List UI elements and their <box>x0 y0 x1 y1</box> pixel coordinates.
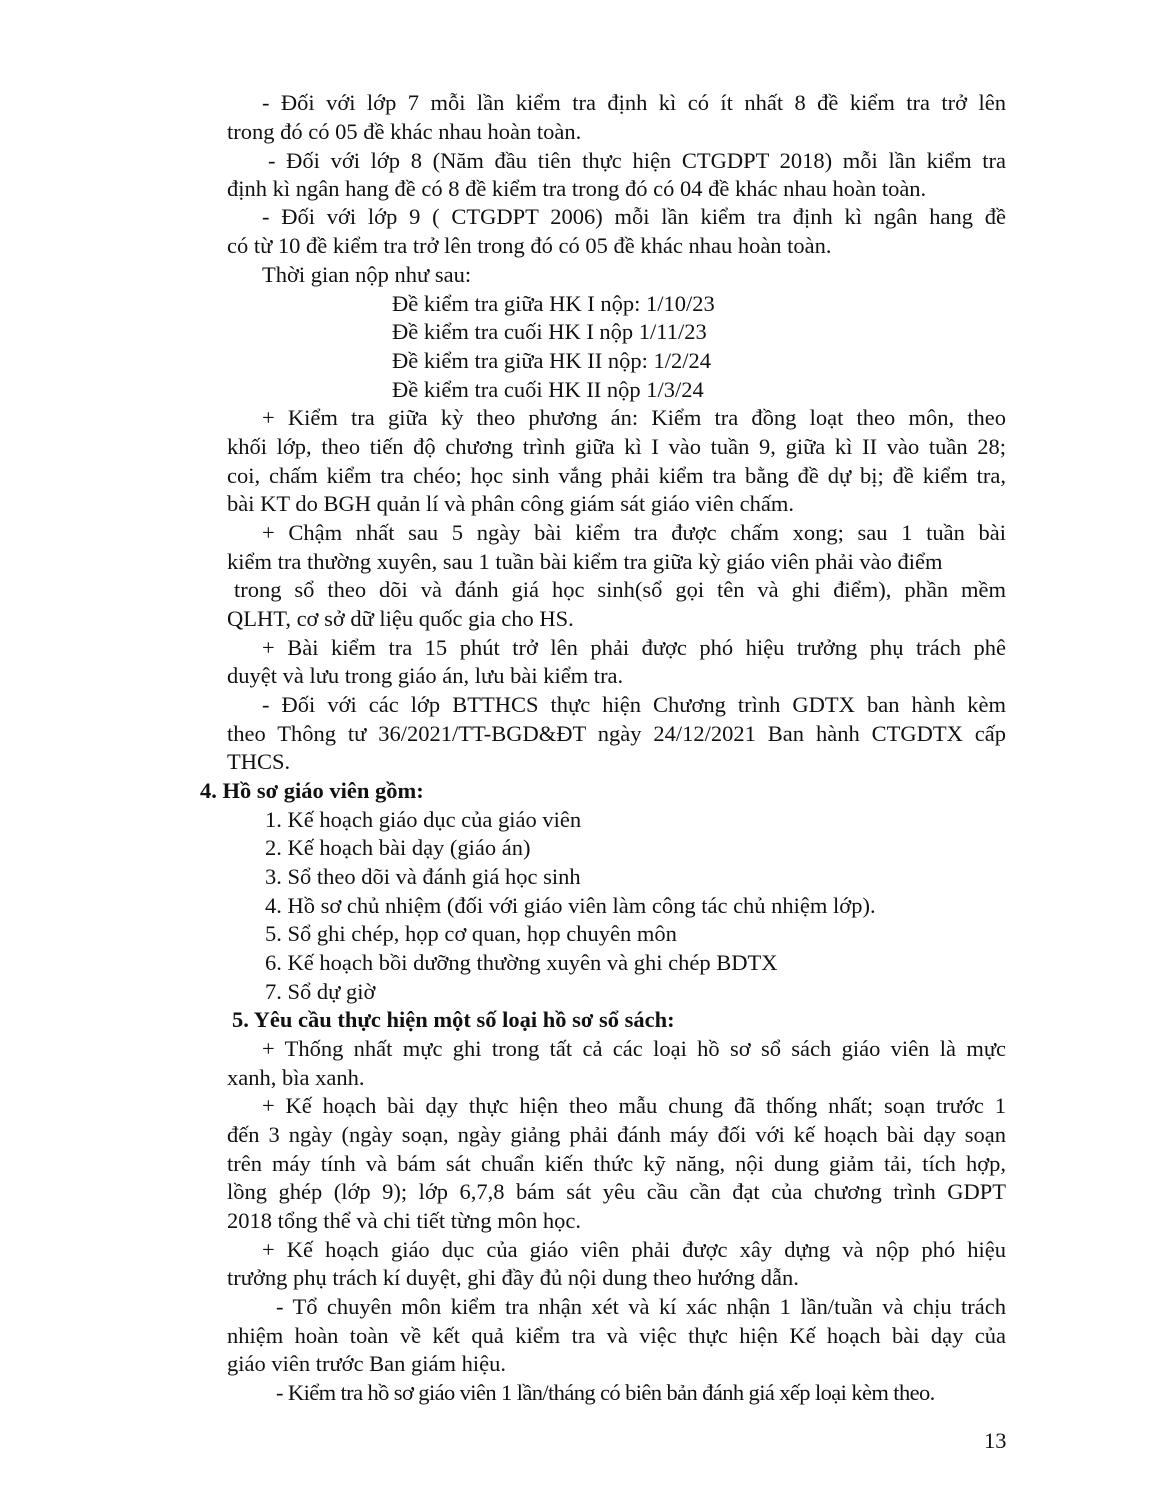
text-line: định kì ngân hang đề có 8 đề kiểm tra trong đó có 04 đề khác nhau hoàn toàn. <box>227 176 927 201</box>
text-line: + Chậm nhất sau 5 ngày bài kiểm tra được chấm xong; sau 1 tuần bài <box>262 520 1006 545</box>
text-line: + Bài kiểm tra 15 phút trở lên phải được phó hiệu trưởng phụ trách phê <box>262 635 1006 660</box>
page-number: 13 <box>984 1428 1007 1453</box>
text-line: kiểm tra thường xuyên, sau 1 tuần bài kiểm tra giữa kỳ giáo viên phải vào điểm <box>227 549 943 574</box>
text-line: lồng ghép (lớp 9); lớp 6,7,8 bám sát yêu cầu cần đạt của chương trình GDPT <box>227 1179 1006 1204</box>
list-item: 2. Kế hoạch bài dạy (giáo án) <box>265 835 531 860</box>
text-line: Đề kiểm tra giữa HK I nộp: 1/10/23 <box>392 291 715 316</box>
text-line: Thời gian nộp như sau: <box>262 262 472 287</box>
section-heading: 4. Hồ sơ giáo viên gồm: <box>200 778 424 803</box>
text-line: + Kế hoạch bài dạy thực hiện theo mẫu chung đã thống nhất; soạn trước 1 <box>262 1093 1006 1118</box>
text-line: - Tổ chuyên môn kiểm tra nhận xét và kí xác nhận 1 lần/tuần và chịu trách <box>276 1294 1006 1319</box>
text-line: QLHT, cơ sở dữ liệu quốc gia cho HS. <box>227 606 574 631</box>
text-line: - Đối với các lớp BTTHCS thực hiện Chương trình GDTX ban hành kèm <box>262 692 1006 717</box>
list-item: 6. Kế hoạch bồi dưỡng thường xuyên và ghi chép BDTX <box>265 950 778 975</box>
text-line: xanh, bìa xanh. <box>227 1065 365 1090</box>
text-line: trưởng phụ trách kí duyệt, ghi đầy đủ nội dung theo hướng dẫn. <box>227 1265 799 1290</box>
text-line: Đề kiểm tra giữa HK II nộp: 1/2/24 <box>392 348 711 373</box>
text-line: trong đó có 05 đề khác nhau hoàn toàn. <box>227 119 582 144</box>
text-line: trên máy tính và bám sát chuẩn kiến thức kỹ năng, nội dung giảm tải, tích hợp, <box>227 1151 1006 1176</box>
text-line: có từ 10 đề kiểm tra trở lên trong đó có 05 đề khác nhau hoàn toàn. <box>227 233 832 258</box>
list-item: 3. Sổ theo dõi và đánh giá học sinh <box>265 864 581 889</box>
text-line: giáo viên trước Ban giám hiệu. <box>227 1351 507 1376</box>
section-heading: 5. Yêu cầu thực hiện một số loại hồ sơ sổ sách: <box>232 1007 675 1032</box>
text-line: - Kiểm tra hồ sơ giáo viên 1 lần/tháng có biên bản đánh giá xếp loại kèm theo. <box>276 1380 935 1405</box>
text-line: bài KT do BGH quản lí và phân công giám sát giáo viên chấm. <box>227 491 794 516</box>
text-line: theo Thông tư 36/2021/TT-BGD&ĐT ngày 24/12/2021 Ban hành CTGDTX cấp <box>227 721 1006 746</box>
text-line: - Đối với lớp 9 ( CTGDPT 2006) mỗi lần kiểm tra định kì ngân hang đề <box>262 204 1006 229</box>
text-line: nhiệm hoàn toàn về kết quả kiểm tra và việc thực hiện Kế hoạch bài dạy của <box>227 1323 1006 1348</box>
list-item: 7. Sổ dự giờ <box>265 979 376 1004</box>
text-line: Đề kiểm tra cuối HK II nộp 1/3/24 <box>392 377 704 402</box>
text-line: coi, chấm kiểm tra chéo; học sinh vắng phải kiểm tra bằng đề dự bị; đề kiểm tra, <box>227 463 1006 488</box>
text-line: đến 3 ngày (ngày soạn, ngày giảng phải đánh máy đối với kế hoạch bài dạy soạn <box>227 1122 1006 1147</box>
text-line: 2018 tổng thể và chi tiết từng môn học. <box>227 1208 582 1233</box>
list-item: 4. Hồ sơ chủ nhiệm (đối với giáo viên làm công tác chủ nhiệm lớp). <box>265 893 876 918</box>
text-line: Đề kiểm tra cuối HK I nộp 1/11/23 <box>392 319 707 344</box>
text-line: + Kế hoạch giáo dục của giáo viên phải được xây dựng và nộp phó hiệu <box>262 1237 1006 1262</box>
text-line: + Thống nhất mực ghi trong tất cả các loại hồ sơ sổ sách giáo viên là mực <box>262 1036 1006 1061</box>
text-line: - Đối với lớp 7 mỗi lần kiểm tra định kì có ít nhất 8 đề kiểm tra trở lên <box>262 90 1006 115</box>
text-line: THCS. <box>227 749 291 774</box>
list-item: 1. Kế hoạch giáo dục của giáo viên <box>265 807 582 832</box>
list-item: 5. Sổ ghi chép, họp cơ quan, họp chuyên môn <box>265 921 677 946</box>
text-line: duyệt và lưu trong giáo án, lưu bài kiểm tra. <box>227 663 624 688</box>
text-line: + Kiểm tra giữa kỳ theo phương án: Kiểm tra đồng loạt theo môn, theo <box>262 405 1006 430</box>
text-line: trong sổ theo dõi và đánh giá học sinh(sổ gọi tên và ghi điểm), phần mềm <box>234 577 1006 602</box>
text-line: - Đối với lớp 8 (Năm đầu tiên thực hiện CTGDPT 2018) mỗi lần kiểm tra <box>268 148 1006 173</box>
text-line: khối lớp, theo tiến độ chương trình giữa kì I vào tuần 9, giữa kì II vào tuần 28; <box>227 434 1006 459</box>
